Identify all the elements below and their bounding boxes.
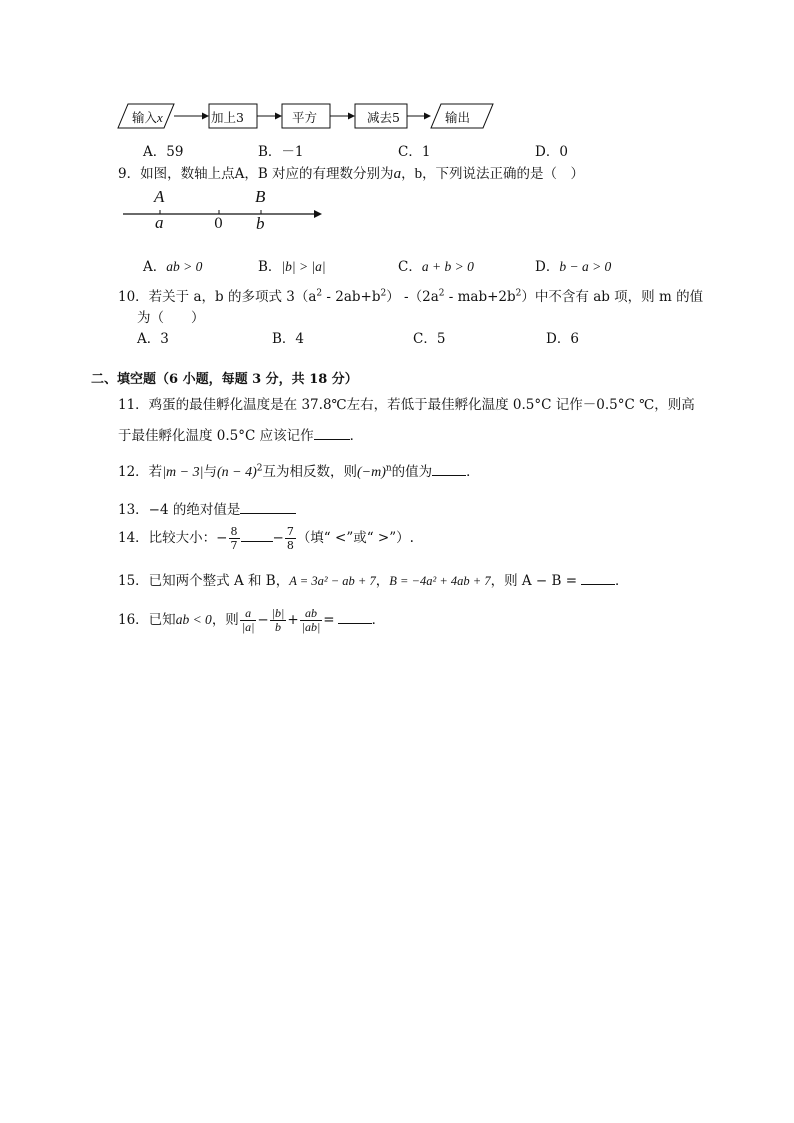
axis-value-zero: 0	[214, 216, 223, 232]
flowchart-step1-label: 加上3	[211, 110, 244, 125]
q12-mid2: 互为相反数，则	[262, 464, 357, 480]
q16-f1-num: a	[240, 607, 257, 621]
q8-option-b[interactable]: B．－1	[258, 144, 304, 160]
q13-answer-blank[interactable]	[240, 501, 296, 514]
q9-option-d-prefix: D．	[535, 259, 560, 275]
q14-tail: （填“ <”或“ >”）.	[296, 530, 414, 546]
flowchart-output-label: 输出	[445, 110, 471, 125]
q10-sup: 2	[316, 288, 323, 299]
q9-tail: ，下列说法正确的是（ ）	[422, 166, 585, 182]
q9-var-b: b	[414, 166, 423, 182]
q11-line2-text: 于最佳孵化温度 0.5°C 应该记作	[118, 428, 314, 444]
q10-option-c[interactable]: C．5	[413, 331, 446, 347]
q16-eq: =	[323, 612, 335, 628]
arrow-icon	[424, 113, 431, 120]
q14-frac2-den: 8	[286, 539, 294, 552]
q9-option-c-expr: a + b > 0	[421, 259, 474, 274]
q10-option-d[interactable]: D．6	[546, 331, 579, 347]
q12-mid: 与	[203, 464, 217, 480]
q16-line	[118, 607, 385, 634]
q12-prefix: 12．若	[118, 464, 163, 480]
q12-answer-blank[interactable]	[432, 463, 466, 476]
q15-expr-a: A = 3a² − ab + 7	[289, 574, 376, 588]
q10-sup: 2	[515, 288, 522, 299]
axis-label-A: A	[154, 187, 165, 206]
q11-end: ．	[349, 428, 364, 444]
q16-f2-den: b	[275, 620, 282, 634]
section-2-title: 二、填空题（6 小题，每题 3 分，共 18 分）	[91, 372, 358, 387]
q15-line	[118, 569, 629, 589]
q9-option-c-prefix: C．	[398, 259, 422, 275]
q14-answer-blank[interactable]	[241, 529, 273, 542]
q14-frac1-num: 8	[230, 525, 238, 538]
q10-part-c: ） -（2a	[386, 289, 439, 305]
q12-line	[118, 460, 480, 481]
q15-tail: ，则 A − B =	[490, 573, 578, 589]
q9-option-c[interactable]	[398, 255, 474, 275]
q9-stem-text: 9．如图，数轴上点A，B 对应的有理数分别为	[118, 166, 394, 182]
flowchart-step3-label: 减去5	[367, 110, 400, 125]
q16-fraction-2	[270, 607, 287, 634]
axis-label-B: B	[255, 187, 266, 206]
q10-sup: 2	[438, 288, 445, 299]
q11-line1: 11．鸡蛋的最佳孵化温度是在 37.8℃左右，若低于最佳孵化温度 0.5°C 记作－0.5°C ℃，则高	[118, 397, 695, 413]
axis-value-b: b	[256, 214, 265, 233]
q16-answer-blank[interactable]	[338, 611, 372, 624]
q12-end: ．	[466, 464, 480, 480]
q9-option-b-prefix: B．	[258, 259, 282, 275]
q8-option-d[interactable]: D．0	[535, 144, 568, 160]
q10-option-b[interactable]: B．4	[272, 331, 305, 347]
q14-mid: −	[272, 530, 284, 546]
q14-prefix: 14．比较大小：−	[118, 530, 228, 546]
q16-fraction-1	[240, 607, 257, 634]
q14-frac1-den: 7	[230, 539, 238, 552]
q9-option-d[interactable]	[535, 255, 611, 275]
q9-option-b[interactable]	[258, 255, 326, 275]
arrow-icon	[348, 113, 355, 120]
q9-option-a-prefix: A．	[143, 259, 167, 275]
q12-abs-expr: |m − 3|	[162, 465, 204, 480]
q9-option-a[interactable]	[143, 255, 202, 275]
arrow-icon	[275, 113, 282, 120]
q10-part-e: ）中不含有 ab 项，则 m 的值	[521, 289, 704, 305]
q16-minus: −	[257, 612, 269, 628]
q15-end: ．	[615, 573, 629, 589]
q9-var-a: a	[393, 166, 402, 182]
q15-expr-b: B = −4a² + 4ab + 7	[389, 574, 491, 588]
q8-option-c[interactable]: C．1	[398, 144, 431, 160]
q16-mid: ，则	[211, 612, 239, 628]
q14-line	[118, 525, 414, 552]
q16-f3-num: ab	[300, 607, 323, 621]
q14-fraction-1	[229, 525, 240, 552]
q10-line2: 为（ ）	[137, 310, 205, 326]
q10-part-a: 10．若关于 a，b 的多项式 3（a	[118, 289, 317, 305]
q15-sep: ，	[375, 573, 390, 589]
q10-line1	[118, 285, 703, 305]
q14-frac2-num: 7	[286, 525, 294, 538]
q12-pow-expr: (−m)	[356, 465, 386, 480]
q11-answer-blank[interactable]	[314, 427, 350, 440]
flowchart-input-label: 输入	[132, 110, 158, 125]
q16-f3-den: |ab|	[301, 620, 321, 634]
flowchart-step2-label: 平方	[292, 110, 318, 125]
q16-end: ．	[371, 612, 386, 628]
q15-answer-blank[interactable]	[581, 572, 615, 585]
q12-sq-expr: (n − 4)	[216, 465, 257, 480]
axis-value-a: a	[155, 213, 164, 232]
q16-prefix: 16．已知	[118, 612, 176, 628]
q9-stem	[118, 162, 584, 183]
q9-option-b-expr: |b| > |a|	[281, 259, 326, 274]
q14-fraction-2	[285, 525, 296, 552]
q12-sup-2: 2	[256, 463, 263, 474]
arrow-icon	[202, 113, 209, 120]
q10-option-a[interactable]: A．3	[137, 331, 169, 347]
number-line-arrow-icon	[314, 210, 322, 218]
q12-sup-n: n	[385, 463, 392, 474]
flowchart-input-var: x	[157, 110, 163, 125]
q16-f2-num: |b|	[271, 606, 285, 620]
q10-part-b: - 2ab+b	[322, 289, 381, 305]
q15-prefix: 15．已知两个整式 A 和 B，	[118, 573, 290, 589]
q16-condition: ab < 0	[175, 612, 212, 627]
q16-plus: +	[287, 612, 299, 628]
q12-tail: 的值为	[391, 464, 433, 480]
flowchart-input-text	[132, 108, 163, 126]
number-line	[120, 186, 330, 236]
q16-fraction-3	[300, 607, 323, 634]
q16-f1-den: |a|	[241, 620, 255, 634]
q10-sup: 2	[380, 288, 387, 299]
q9-option-a-expr: ab > 0	[166, 259, 203, 274]
q9-sep: ，	[401, 166, 415, 182]
q13-line	[118, 498, 296, 518]
q10-part-d: - mab+2b	[444, 289, 516, 305]
q9-option-d-expr: b − a > 0	[559, 259, 612, 274]
q8-option-a[interactable]: A．59	[143, 144, 184, 160]
q13-text: 13．−4 的绝对值是	[118, 502, 241, 518]
q11-line2	[118, 424, 363, 444]
